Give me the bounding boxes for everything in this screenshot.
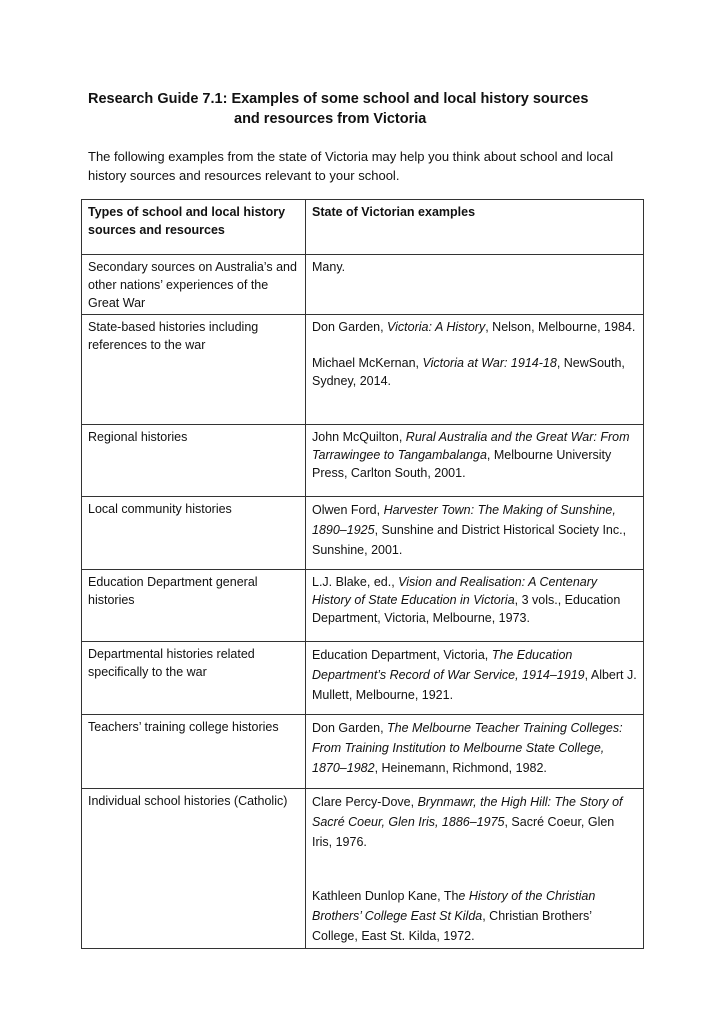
source-type-cell: State-based histories including references to the war bbox=[82, 315, 306, 425]
examples-cell bbox=[306, 255, 644, 315]
reference-author: Michael McKernan, bbox=[312, 356, 423, 370]
reference-entry bbox=[312, 573, 637, 627]
reference-entry bbox=[312, 886, 637, 946]
title-line-1: Research Guide 7.1: Examples of some school and local history sources bbox=[88, 91, 589, 107]
reference-title: Victoria at War: 1914-18 bbox=[422, 356, 557, 370]
intro-paragraph: The following examples from the state of Victoria may help you think about school and local history sources and resources relevant to your school. bbox=[88, 149, 614, 183]
header-examples: State of Victorian examples bbox=[306, 200, 644, 255]
reference-title: Brynmawr, the High Hill: The Story of Sacré Coeur, Glen Iris, 1886–1975 bbox=[312, 795, 623, 829]
page-title bbox=[88, 89, 648, 129]
reference-author: Many. bbox=[312, 260, 346, 274]
source-type-cell: Regional histories bbox=[82, 425, 306, 497]
source-type-cell: Individual school histories (Catholic) bbox=[82, 789, 306, 949]
examples-cell bbox=[306, 497, 644, 570]
reference-entry bbox=[312, 428, 637, 482]
reference-publication: , Christian Brothers’ College, East St. Kilda, 1972. bbox=[312, 909, 592, 943]
reference-entry bbox=[312, 258, 637, 276]
source-type-cell: Teachers’ training college histories bbox=[82, 715, 306, 789]
table-row bbox=[82, 642, 644, 715]
source-type-cell: Departmental histories related specifically to the war bbox=[82, 642, 306, 715]
reference-author: Clare Percy-Dove, bbox=[312, 795, 418, 809]
table-header-row bbox=[82, 200, 644, 255]
reference-author: Education Department, Victoria, bbox=[312, 648, 492, 662]
reference-author: L.J. Blake, ed., bbox=[312, 575, 399, 589]
table-row bbox=[82, 789, 644, 949]
examples-cell bbox=[306, 789, 644, 949]
examples-cell bbox=[306, 642, 644, 715]
reference-publication: , NewSouth, Sydney, 2014. bbox=[312, 356, 625, 388]
reference-publication: , Nelson, Melbourne, 1984. bbox=[485, 320, 636, 334]
source-type-cell: Local community histories bbox=[82, 497, 306, 570]
title-line-2: and resources from Victoria bbox=[234, 111, 427, 127]
reference-author: John McQuilton, bbox=[312, 430, 406, 444]
reference-entry bbox=[312, 500, 637, 560]
reference-title: Rural Australia and the Great War: From Tarrawingee to Tangambalanga bbox=[312, 430, 630, 462]
source-type-cell: Secondary sources on Australia’s and other nations’ experiences of the Great War bbox=[82, 255, 306, 315]
reference-publication: , Albert J. Mullett, Melbourne, 1921. bbox=[312, 668, 637, 702]
examples-cell bbox=[306, 315, 644, 425]
reference-author: Olwen Ford, bbox=[312, 503, 384, 517]
reference-title: The Education Department’s Record of War Service, 1914–1919 bbox=[312, 648, 585, 682]
reference-publication: , Heinemann, Richmond, 1982. bbox=[374, 761, 547, 775]
reference-entry bbox=[312, 318, 637, 336]
reference-entry bbox=[312, 645, 637, 705]
reference-title: e History of the Christian Brothers’ College East St Kilda bbox=[312, 889, 596, 923]
source-type-cell: Education Department general histories bbox=[82, 570, 306, 642]
table-row bbox=[82, 255, 644, 315]
header-types: Types of school and local history sources and resources bbox=[82, 200, 306, 255]
reference-publication: , 3 vols., Education Department, Victoria, Melbourne, 1973. bbox=[312, 593, 621, 625]
reference-entry bbox=[312, 792, 637, 852]
table-row bbox=[82, 497, 644, 570]
reference-publication: , Sacré Coeur, Glen Iris, 1976. bbox=[312, 815, 615, 849]
reference-author: Don Garden, bbox=[312, 320, 388, 334]
reference-author: Don Garden, bbox=[312, 721, 388, 735]
table-row bbox=[82, 315, 644, 425]
table-row bbox=[82, 425, 644, 497]
reference-title: Harvester Town: The Making of Sunshine, 1890–1925 bbox=[312, 503, 616, 537]
reference-title: The Melbourne Teacher Training Colleges: From Training Institution to Melbourne State College, 1870–1982 bbox=[312, 721, 623, 775]
sources-table bbox=[81, 199, 644, 949]
reference-entry bbox=[312, 354, 637, 390]
table-row bbox=[82, 570, 644, 642]
reference-publication: , Melbourne University Press, Carlton South, 2001. bbox=[312, 448, 612, 480]
examples-cell bbox=[306, 570, 644, 642]
reference-entry bbox=[312, 718, 637, 778]
examples-cell bbox=[306, 425, 644, 497]
reference-title: Vision and Realisation: A Centenary History of State Education in Victoria bbox=[312, 575, 598, 607]
reference-author: Kathleen Dunlop Kane, Th bbox=[312, 889, 459, 903]
examples-cell bbox=[306, 715, 644, 789]
reference-title: Victoria: A History bbox=[387, 320, 486, 334]
reference-publication: , Sunshine and District Historical Society Inc., Sunshine, 2001. bbox=[312, 523, 627, 557]
table-row bbox=[82, 715, 644, 789]
